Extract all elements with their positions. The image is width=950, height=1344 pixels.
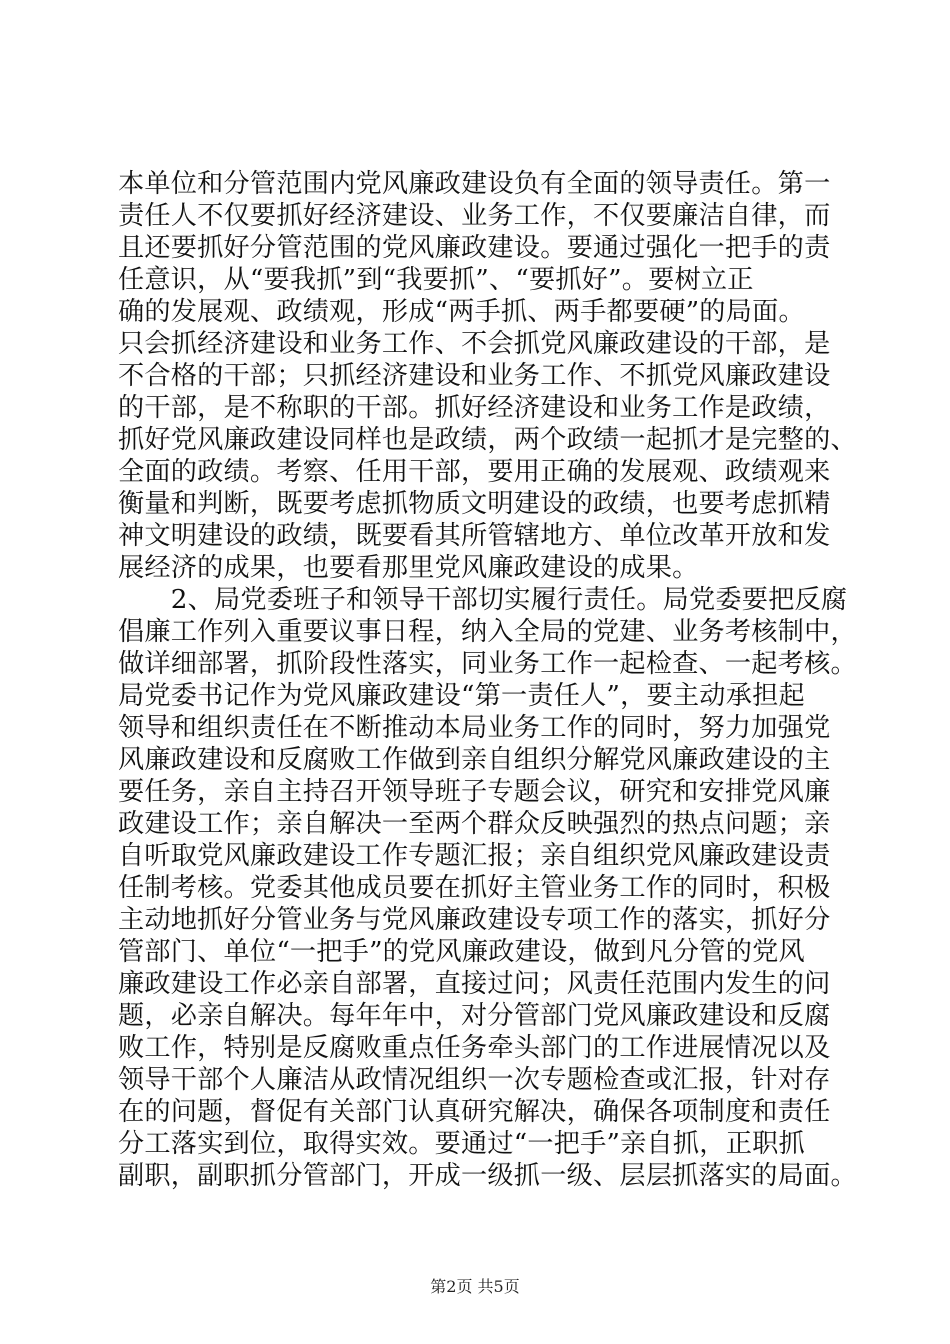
text-line: 任制考核。党委其他成员要在抓好主管业务工作的同时，积极 [118, 873, 831, 903]
text-line: 败工作，特别是反腐败重点任务牵头部门的工作进展情况以及 [118, 1033, 831, 1063]
text-line: 自听取党风廉政建设工作专题汇报；亲自组织党风廉政建设责 [118, 841, 831, 871]
text-line: 确的发展观、政绩观，形成“两手抓、两手都要硬”的局面。 [118, 297, 805, 327]
text-line: 风廉政建设和反腐败工作做到亲自组织分解党风廉政建设的主 [118, 745, 831, 775]
text-line: 副职，副职抓分管部门，开成一级抓一级、层层抓落实的局面。 [118, 1161, 857, 1191]
text-line: 倡廉工作列入重要议事日程，纳入全局的党建、业务考核制中， [118, 617, 857, 647]
text-line: 抓好党风廉政建设同样也是政绩，两个政绩一起抓才是完整的、 [118, 425, 857, 455]
text-line: 且还要抓好分管范围的党风廉政建设。要通过强化一把手的责 [118, 233, 831, 263]
text-line: 做详细部署，抓阶段性落实，同业务工作一起检查、一起考核。 [118, 649, 857, 679]
text-line: 领导干部个人廉洁从政情况组织一次专题检查或汇报，针对存 [118, 1065, 831, 1095]
text-line: 在的问题，督促有关部门认真研究解决，确保各项制度和责任 [118, 1097, 831, 1127]
text-line: 任意识，从“要我抓”到“我要抓”、“要抓好”。要树立正 [118, 265, 754, 295]
text-line: 主动地抓好分管业务与党风廉政建设专项工作的落实，抓好分 [118, 905, 831, 935]
text-line: 2、局党委班子和领导干部切实履行责任。局党委要把反腐 [118, 585, 848, 615]
text-line: 分工落实到位，取得实效。要通过“一把手”亲自抓，正职抓 [118, 1129, 805, 1159]
text-line: 管部门、单位“一把手”的党风廉政建设，做到凡分管的党风 [118, 937, 805, 967]
text-line: 只会抓经济建设和业务工作、不会抓党风廉政建设的干部，是 [118, 329, 831, 359]
text-line: 不合格的干部；只抓经济建设和业务工作、不抓党风廉政建设 [118, 361, 831, 391]
text-line: 神文明建设的政绩，既要看其所管辖地方、单位改革开放和发 [118, 521, 831, 551]
text-line: 领导和组织责任在不断推动本局业务工作的同时，努力加强党 [118, 713, 831, 743]
body-text [118, 168, 858, 1192]
text-line: 题，必亲自解决。每年年中，对分管部门党风廉政建设和反腐 [118, 1001, 831, 1031]
text-line: 展经济的成果，也要看那里党风廉政建设的成果。 [118, 553, 699, 583]
text-line: 要任务，亲自主持召开领导班子专题会议，研究和安排党风廉 [118, 777, 831, 807]
page-number-footer: 第2页 共5页 [430, 1277, 520, 1296]
text-line: 全面的政绩。考察、任用干部，要用正确的发展观、政绩观来 [118, 457, 831, 487]
text-line: 衡量和判断，既要考虑抓物质文明建设的政绩，也要考虑抓精 [118, 489, 831, 519]
text-line: 政建设工作；亲自解决一至两个群众反映强烈的热点问题；亲 [118, 809, 831, 839]
text-line: 廉政建设工作必亲自部署，直接过问；风责任范围内发生的问 [118, 969, 831, 999]
text-line: 局党委书记作为党风廉政建设“第一责任人”，要主动承担起 [118, 681, 805, 711]
text-line: 本单位和分管范围内党风廉政建设负有全面的领导责任。第一 [118, 169, 831, 199]
text-line: 责任人不仅要抓好经济建设、业务工作，不仅要廉洁自律，而 [118, 201, 831, 231]
text-line: 的干部，是不称职的干部。抓好经济建设和业务工作是政绩， [118, 393, 831, 423]
